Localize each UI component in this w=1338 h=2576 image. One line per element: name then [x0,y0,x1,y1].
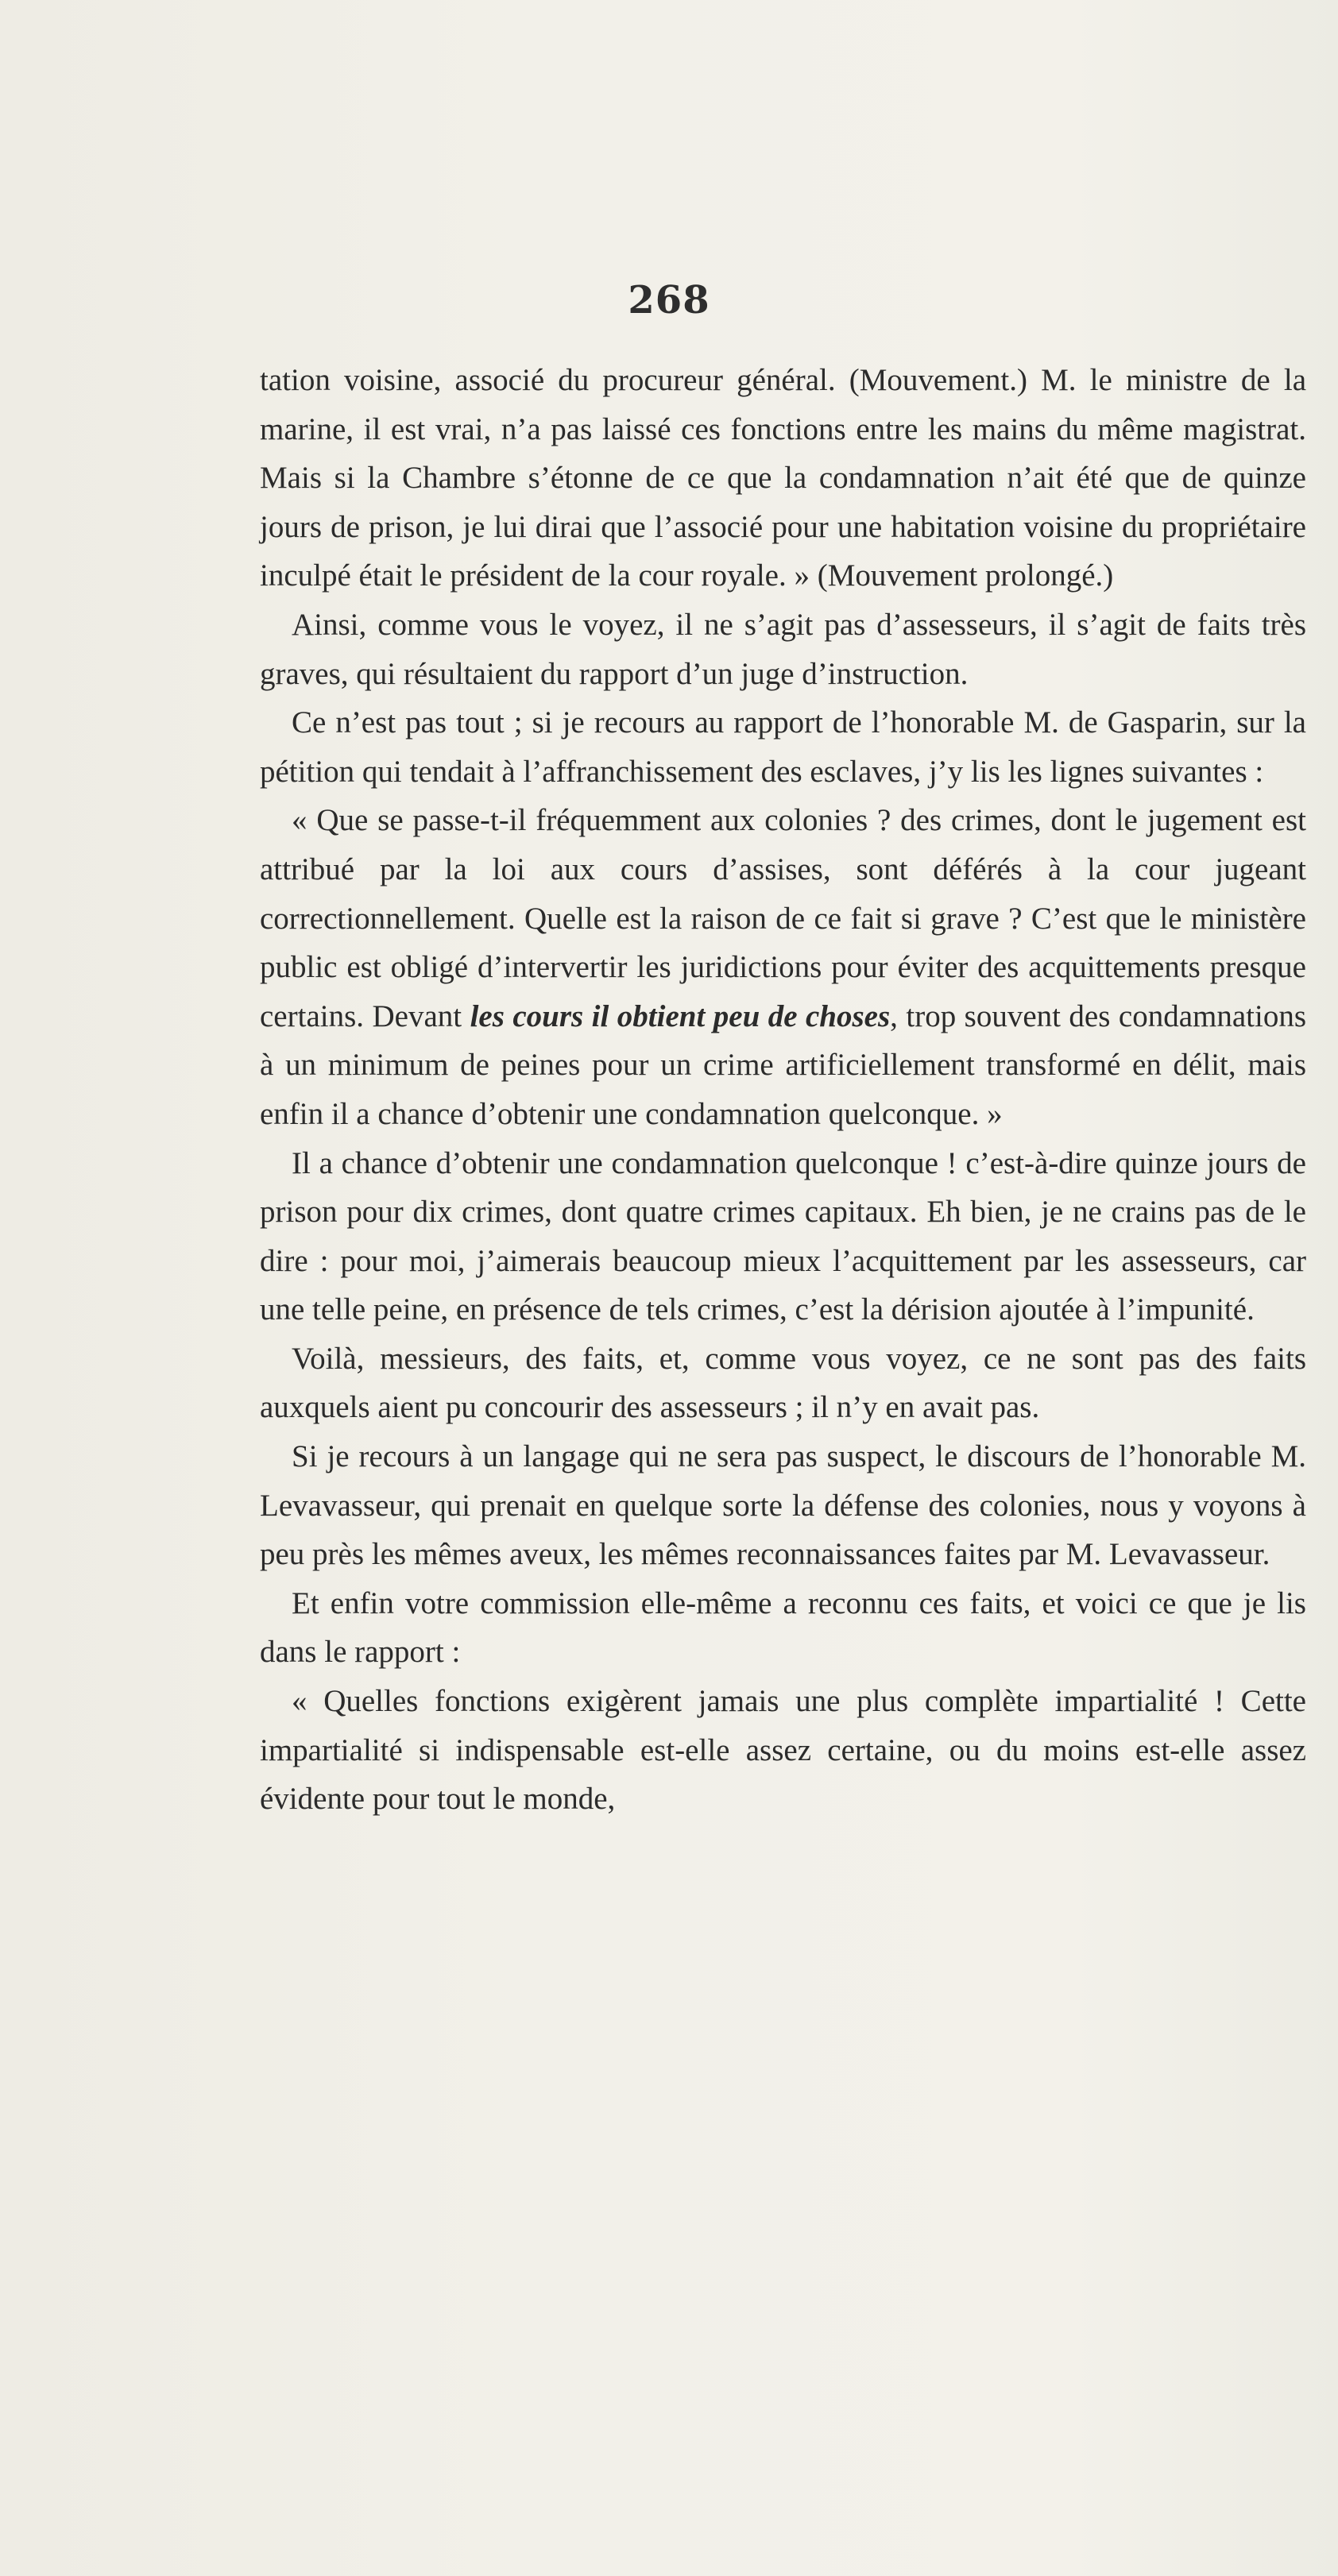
paragraph-5: Il a chance d’obtenir une condamnation quelconque ! c’est-à-dire quinze jours de prison pour dix crimes, dont quatre crimes capitaux. Eh bien, je ne crains pas de le dire : pour moi, j’aimerais beaucoup mieux l’acquittement par les assesseurs, car une telle peine, en présence de tels crimes, c’est la dérision ajoutée à l’impunité. [260,1145,1306,1327]
paragraph-8: Et enfin votre commission elle-même a reconnu ces faits, et voici ce que je lis dans le rapport : [260,1585,1306,1670]
paragraph-9-quote: « Quelles fonctions exigèrent jamais une plus complète impartialité ! Cette impartialité si indispensable est-elle assez certaine, ou du moins est-elle assez évidente pour tout le monde, [260,1684,1306,1817]
quote-emphasis: les cours il obtient peu de choses [470,998,891,1033]
paragraph-7: Si je recours à un langage qui ne sera pas suspect, le discours de l’honorable M. Levavasseur, qui prenait en quelque sorte la défense des colonies, nous y voyons à peu près les mêmes aveux, les mêmes reconnaissances faites par M. Levavasseur. [260,1439,1306,1572]
page-number: 268 [628,278,710,322]
paragraph-3: Ce n’est pas tout ; si je recours au rapport de l’honorable M. de Gasparin, sur la pétition qui tendait à l’affranchissement des esclaves, j’y lis les lignes suivantes : [260,705,1306,789]
paragraph-2: Ainsi, comme vous le voyez, il ne s’agit pas d’assesseurs, il s’agit de faits très graves, qui résultaient du rapport d’un juge d’instruction. [260,607,1306,691]
quote-text-after: , trop souvent des condamnations à un minimum de peines pour un crime artificiellement transformé en délit, mais enfin il a chance d’obtenir une condamnation quelconque. » [260,998,1306,1131]
quote-text-before: « Que se passe-t-il fréquemment aux colonies ? des crimes, dont le jugement est attribué par la loi aux cours d’assises, sont déférés à la cour jugeant correctionnellement. Quelle est la raison de ce fait si grave ? C’est que le ministère public est obligé d’intervertir les juridictions pour éviter des acquittements presque certains. Devant [260,803,1306,1033]
body-text [260,356,1306,1824]
paragraph-6: Voilà, messieurs, des faits, et, comme vous voyez, ce ne sont pas des faits auxquels aient pu concourir des assesseurs ; il n’y en avait pas. [260,1341,1306,1425]
paragraph-1: tation voisine, associé du procureur général. (Mouvement.) M. le ministre de la marine, il est vrai, n’a pas laissé ces fonctions entre les mains du même magistrat. Mais si la Chambre s’étonne de ce que la condamnation n’ait été que de quinze jours de prison, je lui dirai que l’associé pour une habitation voisine du propriétaire inculpé était le président de la cour royale. » (Mouvement prolongé.) [260,363,1306,593]
paragraph-4-quote [260,796,1306,1138]
